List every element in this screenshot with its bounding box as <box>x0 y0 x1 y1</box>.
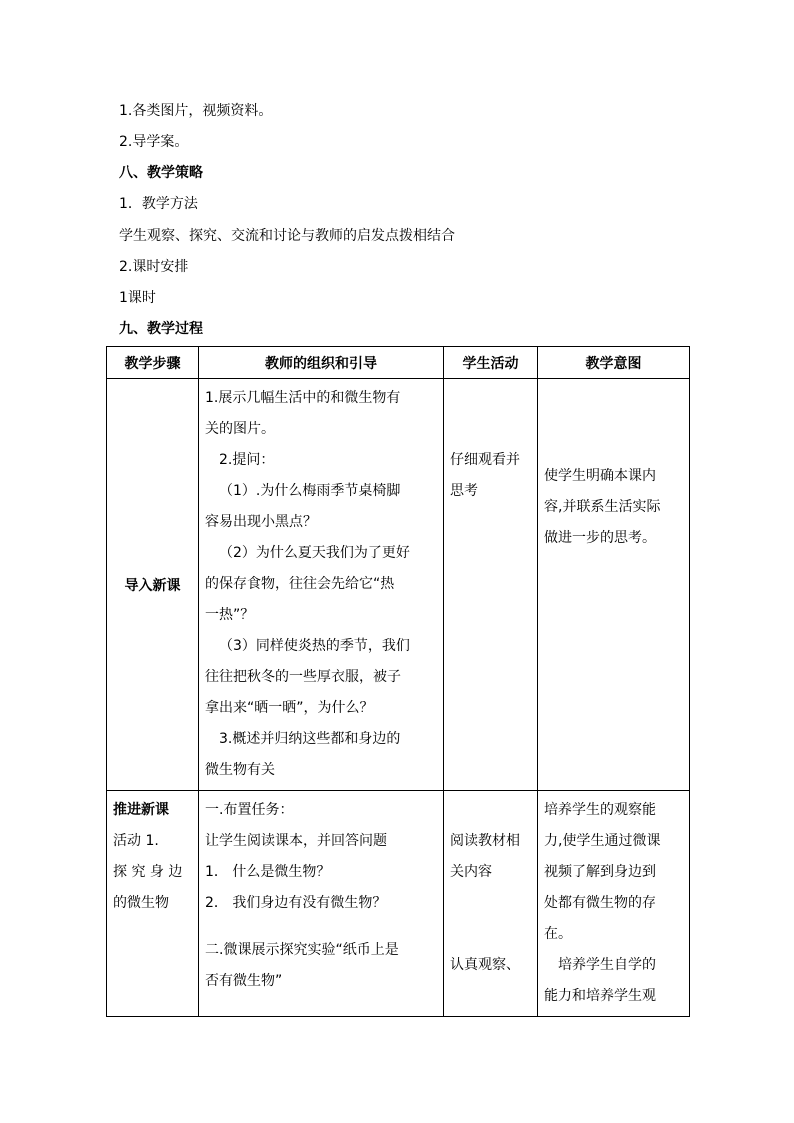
intent-line: 在。 <box>544 926 572 942</box>
intent-line: 力,使学生通过微课 <box>544 833 661 849</box>
teacher-line: 1.展示几幅生活中的和微生物有 <box>205 390 401 406</box>
teacher-line: 2.提问： <box>219 452 275 468</box>
intent-line: 视频了解到身边到 <box>544 864 656 880</box>
teacher-line: 让学生阅读课本，并回答问题 <box>205 833 387 849</box>
intent-line: 容,并联系生活实际 <box>544 499 661 515</box>
student-line: 阅读教材相 <box>450 833 520 849</box>
step-cell-intro <box>107 379 199 791</box>
teacher-line: 关的图片。 <box>205 421 275 437</box>
teacher-cell-new-lesson <box>199 791 444 1017</box>
step-cell-new-lesson <box>107 791 199 1017</box>
section-9-heading: 九、教学过程 <box>119 321 203 337</box>
teacher-line: 1． 什么是微生物？ <box>205 864 331 880</box>
teacher-line: 容易出现小黑点？ <box>205 514 317 530</box>
section-8-heading: 八、教学策略 <box>119 165 203 181</box>
method-title: 1．教学方法 <box>119 196 198 212</box>
teacher-line: 微生物有关 <box>205 762 275 778</box>
material-line-1: 1.各类图片，视频资料。 <box>119 103 273 119</box>
teacher-line: 一.布置任务： <box>205 802 294 818</box>
intent-line: 培养学生的观察能 <box>544 802 656 818</box>
intent-line: 培养学生自学的 <box>558 957 656 973</box>
teacher-line: 一热”？ <box>205 607 255 623</box>
header-student: 学生活动 <box>444 347 538 379</box>
student-cell-intro <box>444 379 538 791</box>
intent-line: 处都有微生物的存 <box>544 895 656 911</box>
table-header-row <box>107 347 690 379</box>
step-line: 活动 1. <box>113 833 159 849</box>
teacher-line: （3）同样使炎热的季节，我们 <box>219 638 410 654</box>
teacher-line: 往往把秋冬的一些厚衣服，被子 <box>205 669 401 685</box>
teacher-line: 的保存食物，往往会先给它“热 <box>205 576 395 592</box>
step-label: 导入新课 <box>124 577 181 594</box>
header-step: 教学步骤 <box>107 347 199 379</box>
step-title: 推进新课 <box>113 802 169 818</box>
student-line: 仔细观看并 <box>450 452 520 468</box>
teacher-cell-intro <box>199 379 444 791</box>
table-row-new-lesson <box>107 791 690 1017</box>
intent-cell-intro <box>538 379 690 791</box>
student-cell-new-lesson <box>444 791 538 1017</box>
teacher-line: （2）为什么夏天我们为了更好 <box>219 545 410 561</box>
student-line: 认真观察、 <box>450 957 520 973</box>
teacher-line: 拿出来“晒一晒”，为什么？ <box>205 700 374 716</box>
student-line: 关内容 <box>450 864 492 880</box>
intent-line: 能力和培养学生观 <box>544 988 656 1004</box>
teacher-line: （1）.为什么梅雨季节桌椅脚 <box>219 483 401 499</box>
step-line: 的微生物 <box>113 895 169 911</box>
method-text: 学生观察、探究、交流和讨论与教师的启发点拨相结合 <box>119 228 455 244</box>
student-line: 思考 <box>450 483 478 499</box>
step-line: 探 究 身 边 <box>113 864 183 880</box>
teacher-line: 否有微生物” <box>205 973 283 989</box>
intent-cell-new-lesson <box>538 791 690 1017</box>
schedule-title: 2.课时安排 <box>119 259 189 275</box>
intent-line: 使学生明确本课内 <box>544 468 656 484</box>
teacher-line: 2． 我们身边有没有微生物？ <box>205 895 387 911</box>
teacher-line: 二.微课展示探究实验“纸币上是 <box>205 942 399 958</box>
teacher-line: 3.概述并归纳这些都和身边的 <box>219 731 401 747</box>
header-intent: 教学意图 <box>538 347 690 379</box>
table-row-intro <box>107 379 690 791</box>
material-line-2: 2.导学案。 <box>119 134 189 150</box>
intent-line: 做进一步的思考。 <box>544 530 656 546</box>
header-teacher: 教师的组织和引导 <box>199 347 444 379</box>
schedule-text: 1课时 <box>119 290 156 306</box>
teaching-process-table <box>106 346 690 1017</box>
